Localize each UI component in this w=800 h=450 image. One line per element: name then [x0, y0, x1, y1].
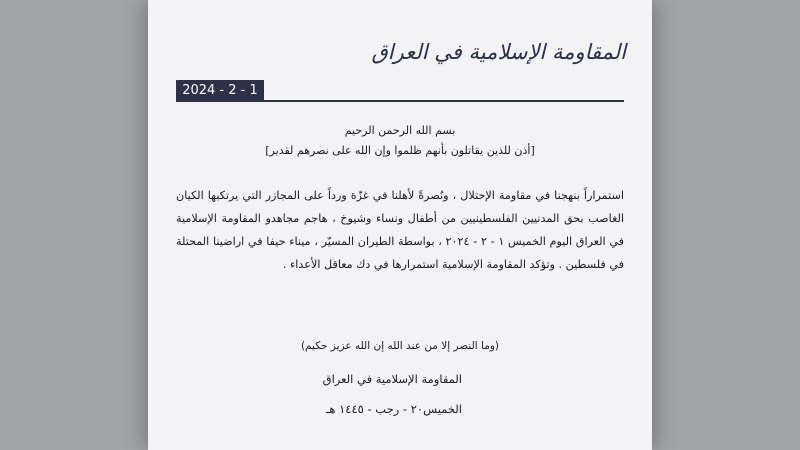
header-divider [264, 100, 624, 102]
signature-name: المقاومة الإسلامية في العراق [322, 372, 462, 386]
left-margin-background [0, 0, 148, 450]
closing-verse: (وما النصر إلا من عند الله إن الله عزيز حكيم) [300, 340, 500, 352]
right-margin-background [652, 0, 800, 450]
date-label: 2024 - 2 - 1 [176, 80, 264, 102]
organization-logo-title: المقاومة الإسلامية في العراق [371, 40, 626, 64]
quran-verse: [أذن للذين يقاتلون بأنهم ظلموا وإن الله على نصرهم لقدير] [265, 144, 535, 157]
statement-document [148, 0, 652, 450]
statement-paragraph: استمراراً بنهجنا في مقاومة الإحتلال ، ونُصرةً لأهلنا في غزّة ورداً على المجازر التي يرتكبها الكيان الغاصب بحق المدنيين الفلسطينيين من أطفال ونساء وشيوخ ، هاجم مجاهدو المقاومة الإسلامية في العراق اليوم الخميس ١ - ٢ - ٢٠٢٤ ، بواسطة الطيران المسيّر ، ميناء حيفا في اراضينا المحتلة في فلسطين . وتؤكد المقاومة الإسلامية استمرارها في دك معاقل الأعداء . [176, 189, 624, 271]
bismillah-text: بسم الله الرحمن الرحيم [344, 124, 456, 137]
signature-date: الخميس٢٠ - رجب - ١٤٤٥ هـ [326, 402, 462, 416]
date-banner [148, 80, 652, 102]
